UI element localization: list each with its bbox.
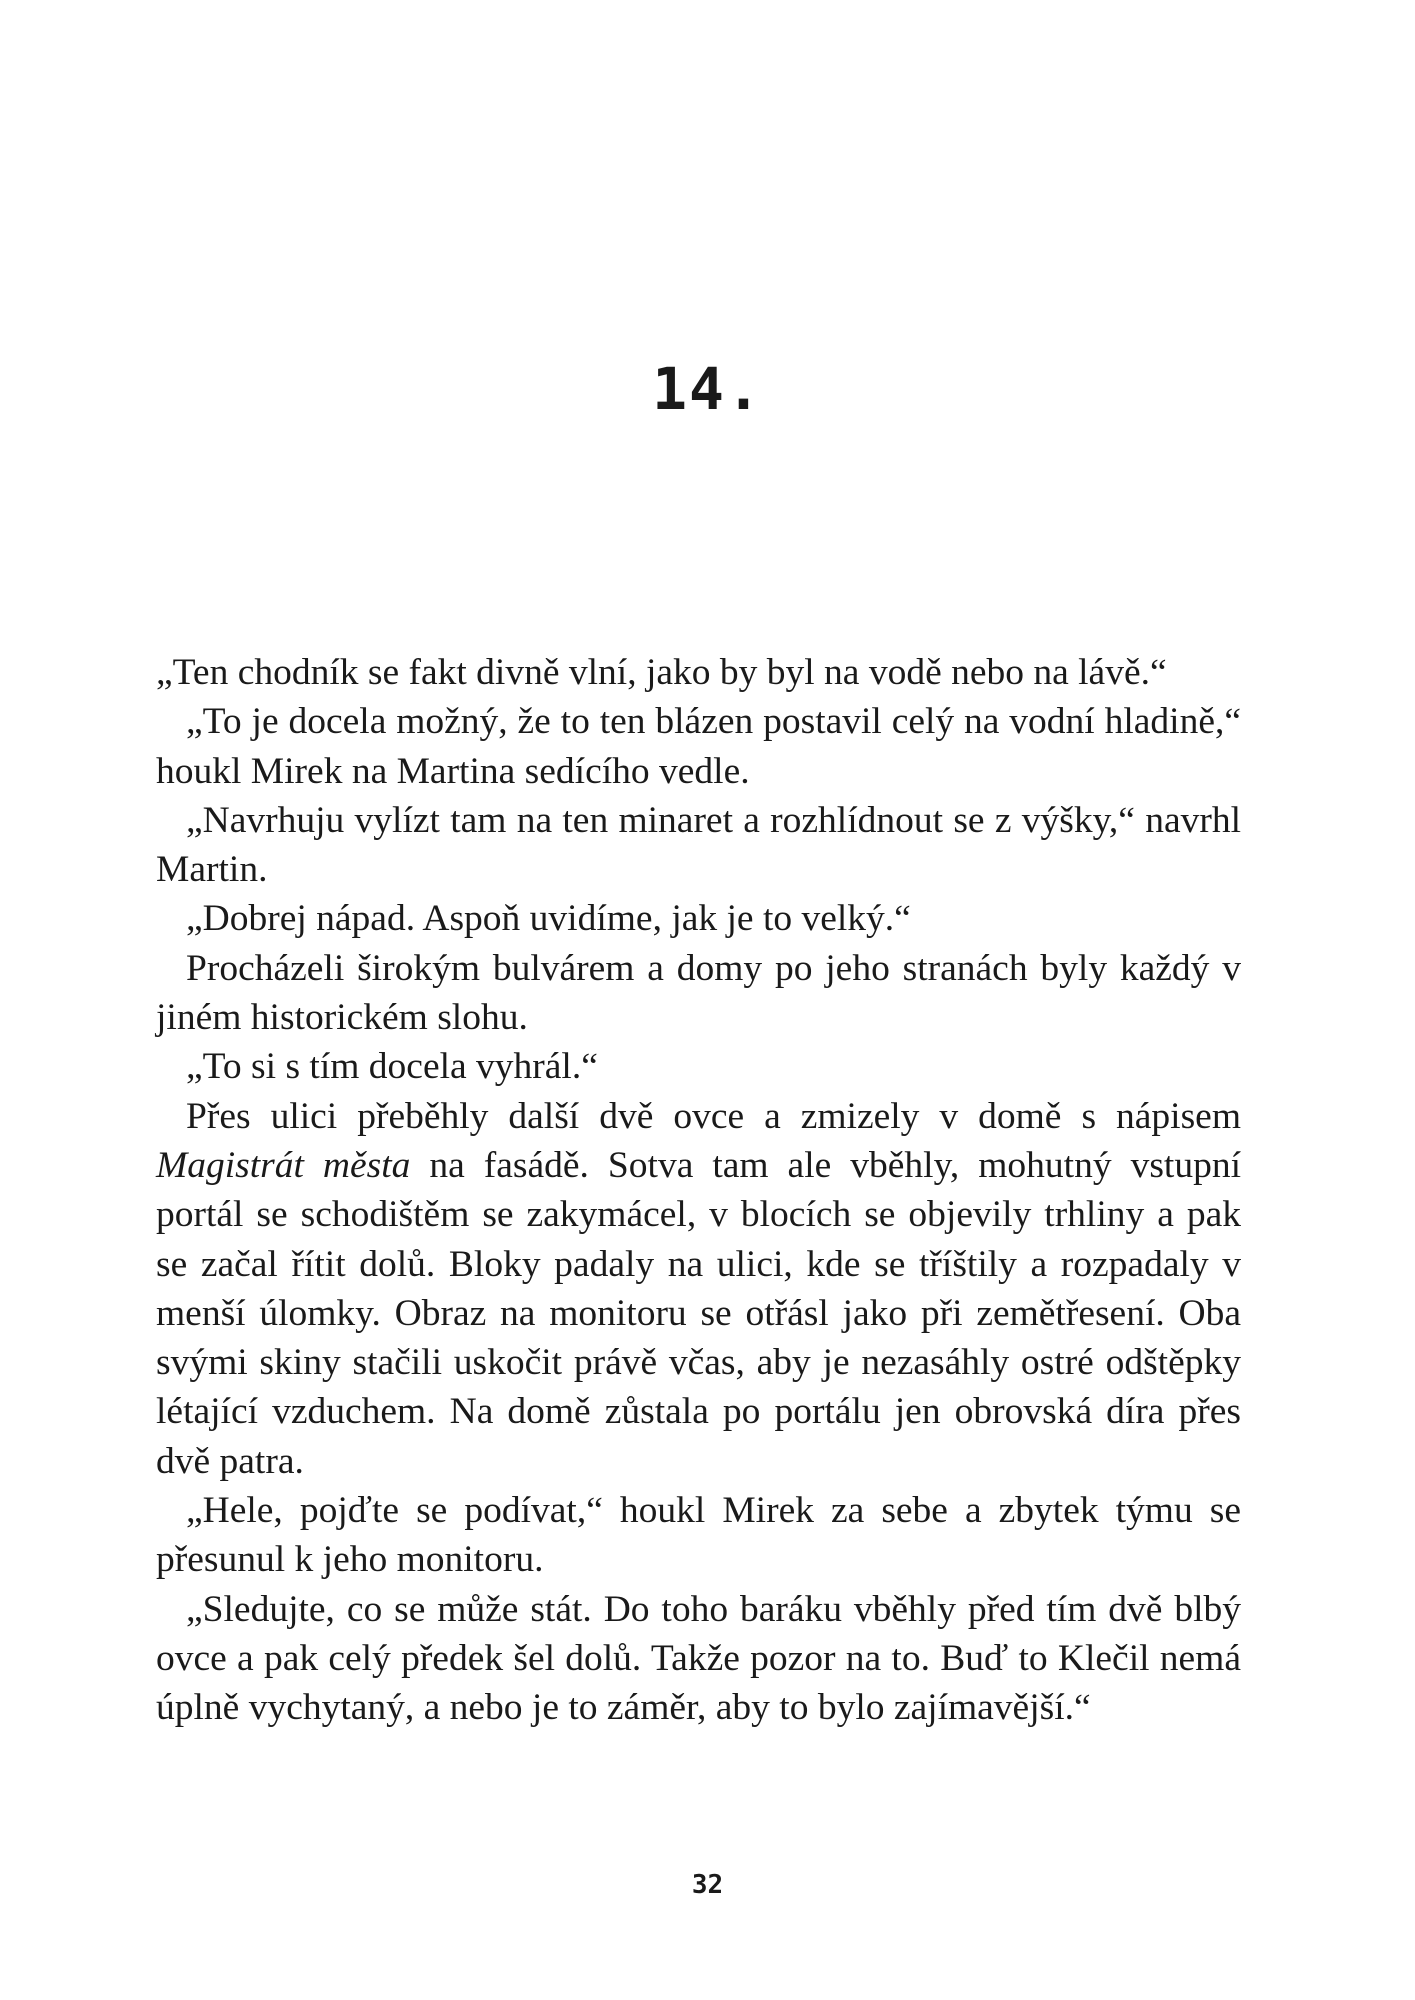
paragraph-text: na fasádě. Sotva tam ale vběhly, mohutný vstupní portál se schodištěm se zakymácel, v blocích se objevily trhliny a pak se začal řítit dolů. Bloky padaly na ulici, kde se tříštily a rozpadaly v menší úlomky. Obraz na monitoru se otřásl jako při zemětřesení. Oba svými skiny stačili uskočit právě včas, aby je nezasáhly ostré odštěpky létající vzduchem. Na domě zůstala po portálu jen obrovská díra přes dvě patra. xyxy=(156,1144,1242,1482)
chapter-number: 14. xyxy=(652,355,763,423)
paragraph: „Dobrej nápad. Aspoň uvidíme, jak je to velký.“ xyxy=(186,898,911,940)
paragraph: Procházeli širokým bulvárem a domy po jeho stranách byly každý v jiném historickém slohu. xyxy=(156,947,1241,1039)
body-text xyxy=(156,648,1241,1733)
italic-sign-text: Magistrát města xyxy=(156,1144,411,1186)
paragraph: „To si s tím docela vyhrál.“ xyxy=(186,1046,598,1088)
paragraph: „Sledujte, co se může stát. Do toho baráku vběhly před tím dvě blbý ovce a pak celý předek šel dolů. Takže pozor na to. Buď to Klečil nemá úplně vychytaný, a nebo je to záměr, aby to bylo zajímavější.“ xyxy=(156,1588,1241,1729)
paragraph: „To je docela možný, že to ten blázen postavil celý na vodní hladině,“ houkl Mirek na Martina sedícího vedle. xyxy=(156,701,1241,792)
paragraph-text: Přes ulici přeběhly další dvě ovce a zmizely v domě s nápisem xyxy=(186,1095,1241,1137)
paragraph: „Ten chodník se fakt divně vlní, jako by byl na vodě nebo na lávě.“ xyxy=(156,652,1167,693)
paragraph: „Hele, pojďte se podívat,“ houkl Mirek za sebe a zbytek týmu se přesunul k jeho monitoru. xyxy=(156,1490,1241,1581)
paragraph-with-italic xyxy=(156,1092,1241,1486)
page-number: 32 xyxy=(691,1870,724,1900)
paragraph: „Navrhuju vylízt tam na ten minaret a rozhlídnout se z výšky,“ navrhl Martin. xyxy=(156,799,1241,891)
